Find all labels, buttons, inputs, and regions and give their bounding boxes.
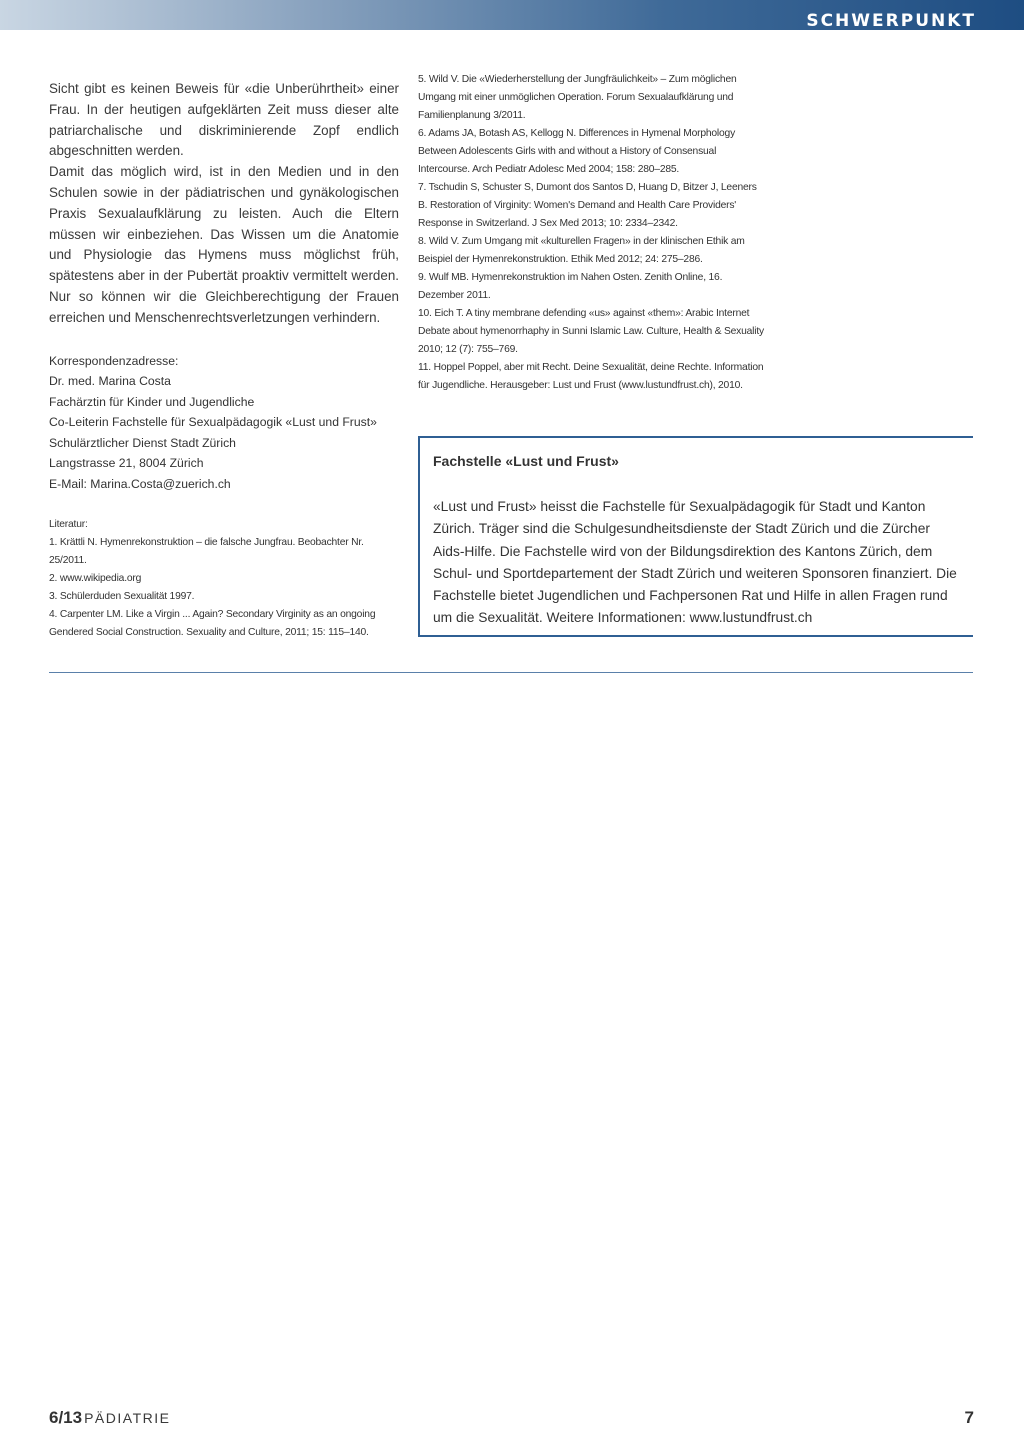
address-line: Co-Leiterin Fachstelle für Sexualpädagogik «Lust und Frust»	[49, 415, 377, 430]
reference-item: 5. Wild V. Die «Wiederherstellung der Jungfräulichkeit» – Zum möglichen Umgang mit einer unmöglichen Operation. Forum Sexualaufklärung und Familienplanung 3/2011.	[418, 74, 737, 121]
reference-item: 1. Krättli N. Hymenrekonstruktion – die falsche Jungfrau. Beobachter Nr. 25/2011.	[49, 537, 364, 567]
body-paragraph: Damit das möglich wird, ist in den Medien und in den Schulen sowie in der pädiatrischen und gynäkologischen Praxis Sexualaufklärung zu leisten. Auch die Eltern müssen wir einbeziehen. Das Wissen um die Anatomie und Physiologie das Hymens muss möglichst früh, spätestens aber in der Pubertät proaktiv vermittelt werden. Nur so können wir die Gleichberechtigung der Frauen erreichen und Menschenrechtsverletzungen verhindern.	[49, 164, 399, 325]
reference-item: 3. Schülerduden Sexualität 1997.	[49, 591, 195, 603]
correspondence-address	[49, 351, 399, 495]
email-line: E-Mail: Marina.Costa@zuerich.ch	[49, 476, 231, 491]
reference-item: 11. Hoppel Poppel, aber mit Recht. Deine Sexualität, deine Rechte. Information für Jugendliche. Herausgeber: Lust und Frust (www.lustundfrust.ch), 2010.	[418, 362, 764, 391]
footer-issue	[49, 1408, 170, 1428]
reference-item: 7. Tschudin S, Schuster S, Dumont dos Santos D, Huang D, Bitzer J, Leeners B. Restoration of Virginity: Women's Demand and Health Care Providers' Response in Switzerland. J Sex Med 2013; 10: 2334–2342.	[418, 182, 757, 229]
address-line: Langstrasse 21, 8004 Zürich	[49, 456, 204, 471]
address-heading: Korrespondenzadresse:	[49, 353, 179, 368]
reference-item: 8. Wild V. Zum Umgang mit «kulturellen Fragen» in der klinischen Ethik am Beispiel der Hymenrekonstruktion. Ethik Med 2012; 24: 275–286.	[418, 236, 745, 265]
address-line: Fachärztin für Kinder und Jugendliche	[49, 394, 255, 409]
literature-list	[49, 516, 399, 642]
reference-list-continued	[418, 71, 768, 395]
header-bar	[0, 0, 1024, 30]
reference-item: 6. Adams JA, Botash AS, Kellogg N. Differences in Hymenal Morphology Between Adolescents Girls with and without a History of Consensual Intercourse. Arch Pediatr Adolesc Med 2004; 158: 280–285.	[418, 128, 736, 175]
address-line: Dr. med. Marina Costa	[49, 374, 171, 389]
info-box-text: «Lust und Frust» heisst die Fachstelle für Sexualpädagogik für Stadt und Kanton Zürich. Träger sind die Schulgesundheitsdienste der Stadt Zürich und die Zürcher Aids-Hilfe. Die Fachstelle wird von der Bildungsdirektion des Kantons Zürich, dem Schul- und Sportdepartement der Stadt Zürich und weiteren Sponsoren finanziert. Die Fachstelle bietet Jugendlichen und Fachpersonen Rat und Hilfe in allen Fragen rund um die Sexualität. Weitere Informationen: www.lustundfrust.ch	[433, 499, 957, 626]
reference-item: 2. www.wikipedia.org	[49, 573, 142, 585]
literature-title: Literatur:	[49, 519, 88, 531]
reference-item: 9. Wulf MB. Hymenrekonstruktion im Nahen Osten. Zenith Online, 16. Dezember 2011.	[418, 272, 723, 301]
divider	[49, 672, 973, 673]
page-number: 7	[964, 1408, 974, 1427]
body-paragraph: Sicht gibt es keinen Beweis für «die Unberührtheit» einer Frau. In der heutigen aufgeklärten Zeit muss dieser alte patriarchalische und diskriminierende Zopf endlich abgeschnitten werden.	[49, 81, 399, 159]
reference-item: 10. Eich T. A tiny membrane defending «us» against «them»: Arabic Internet Debate about hymenorrhaphy in Sunni Islamic Law. Culture, Health & Sexuality 2010; 12 (7): 755–769.	[418, 308, 764, 355]
magazine-name: PÄDIATRIE	[84, 1410, 171, 1426]
address-line: Schulärztlicher Dienst Stadt Zürich	[49, 435, 236, 450]
info-box-title: Fachstelle «Lust und Frust»	[433, 453, 619, 469]
left-column	[49, 79, 399, 642]
section-label: SCHWERPUNKT	[806, 11, 976, 31]
reference-item: 4. Carpenter LM. Like a Virgin ... Again? Secondary Virginity as an ongoing Gendered Social Construction. Sexuality and Culture, 2011; 15: 115–140.	[49, 609, 376, 639]
issue-number: 6/13	[49, 1408, 83, 1427]
info-box	[418, 436, 973, 637]
